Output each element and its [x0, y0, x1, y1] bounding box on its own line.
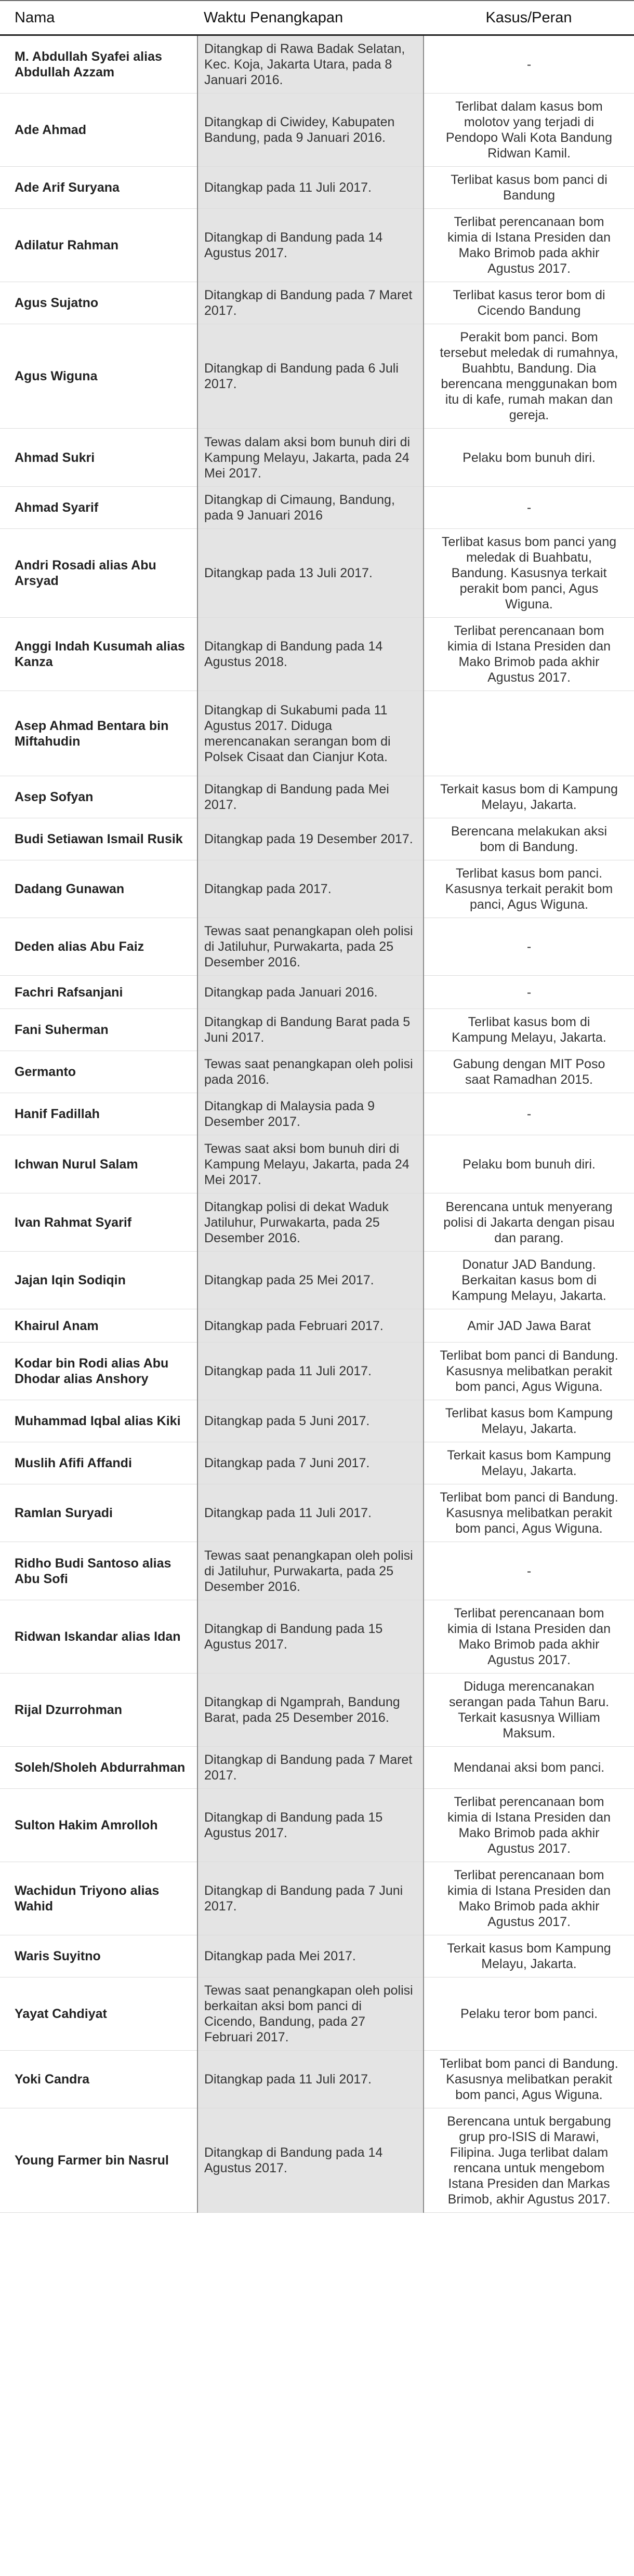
- table-row: [0, 1862, 634, 1935]
- cell-nama: Rijal Dzurrohman: [0, 1674, 197, 1747]
- cell-waktu: Ditangkap pada Mei 2017.: [197, 1935, 424, 1977]
- cell-waktu: Ditangkap di Ciwidey, Kabupaten Bandung, pada 9 Januari 2016.: [197, 94, 424, 167]
- table-row: [0, 860, 634, 918]
- cell-nama: Sulton Hakim Amrolloh: [0, 1789, 197, 1862]
- cell-kasus: -: [424, 487, 634, 529]
- cell-kasus: -: [424, 976, 634, 1009]
- table-row: [0, 429, 634, 487]
- table-row: [0, 1135, 634, 1193]
- cell-nama: Soleh/Sholeh Abdurrahman: [0, 1747, 197, 1789]
- column-header-nama: Nama: [0, 1, 197, 35]
- cell-nama: Deden alias Abu Faiz: [0, 918, 197, 976]
- cell-kasus: Terlibat perencanaan bom kimia di Istana Presiden dan Mako Brimob pada akhir Agustus 2017.: [424, 209, 634, 282]
- table-row: [0, 1400, 634, 1442]
- cell-kasus: Terkait kasus bom Kampung Melayu, Jakarta.: [424, 1935, 634, 1977]
- cell-kasus: Terkait kasus bom Kampung Melayu, Jakarta.: [424, 1442, 634, 1484]
- cell-kasus: Terlibat kasus bom panci yang meledak di Buahbatu, Bandung. Kasusnya terkait perakit bom panci, Agus Wiguna.: [424, 529, 634, 618]
- cell-kasus: Pelaku bom bunuh diri.: [424, 429, 634, 487]
- table-row: [0, 1977, 634, 2051]
- cell-nama: Agus Wiguna: [0, 324, 197, 429]
- cell-waktu: Ditangkap di Bandung pada 7 Juni 2017.: [197, 1862, 424, 1935]
- table-row: [0, 94, 634, 167]
- table-row: [0, 529, 634, 618]
- cell-nama: Khairul Anam: [0, 1309, 197, 1343]
- cell-nama: Young Farmer bin Nasrul: [0, 2108, 197, 2213]
- cell-waktu: Ditangkap di Bandung pada 14 Agustus 2017.: [197, 2108, 424, 2213]
- cell-kasus: Terlibat kasus bom panci di Bandung: [424, 167, 634, 209]
- cell-nama: Anggi Indah Kusumah alias Kanza: [0, 618, 197, 691]
- cell-kasus: -: [424, 35, 634, 94]
- cell-kasus: Gabung dengan MIT Poso saat Ramadhan 2015.: [424, 1051, 634, 1093]
- cell-waktu: Ditangkap pada 19 Desember 2017.: [197, 818, 424, 860]
- cell-waktu: Tewas saat penangkapan oleh polisi berkaitan aksi bom panci di Cicendo, Bandung, pada 27 Februari 2017.: [197, 1977, 424, 2051]
- cell-waktu: Ditangkap pada 11 Juli 2017.: [197, 1343, 424, 1400]
- cell-waktu: Ditangkap di Cimaung, Bandung, pada 9 Januari 2016: [197, 487, 424, 529]
- cell-waktu: Tewas saat penangkapan oleh polisi di Jatiluhur, Purwakarta, pada 25 Desember 2016.: [197, 1542, 424, 1600]
- cell-kasus: Diduga merencanakan serangan pada Tahun Baru. Terkait kasusnya William Maksum.: [424, 1674, 634, 1747]
- cell-kasus: -: [424, 1093, 634, 1135]
- cell-waktu: Ditangkap pada 7 Juni 2017.: [197, 1442, 424, 1484]
- cell-nama: Ichwan Nurul Salam: [0, 1135, 197, 1193]
- table-row: [0, 2108, 634, 2213]
- cell-waktu: Ditangkap di Bandung pada 15 Agustus 2017.: [197, 1600, 424, 1674]
- cell-kasus: Donatur JAD Bandung. Berkaitan kasus bom di Kampung Melayu, Jakarta.: [424, 1252, 634, 1309]
- table-row: [0, 1193, 634, 1252]
- cell-waktu: Ditangkap di Bandung pada 14 Agustus 2017.: [197, 209, 424, 282]
- cell-kasus: Terlibat bom panci di Bandung. Kasusnya melibatkan perakit bom panci, Agus Wiguna.: [424, 1343, 634, 1400]
- cell-nama: Germanto: [0, 1051, 197, 1093]
- table-row: [0, 35, 634, 94]
- cell-nama: Andri Rosadi alias Abu Arsyad: [0, 529, 197, 618]
- cell-waktu: Ditangkap pada 2017.: [197, 860, 424, 918]
- cell-waktu: Ditangkap di Bandung pada 7 Maret 2017.: [197, 1747, 424, 1789]
- cell-nama: Kodar bin Rodi alias Abu Dhodar alias Anshory: [0, 1343, 197, 1400]
- table-row: [0, 976, 634, 1009]
- cell-kasus: Terlibat kasus bom panci. Kasusnya terkait perakit bom panci, Agus Wiguna.: [424, 860, 634, 918]
- cell-waktu: Ditangkap pada 11 Juli 2017.: [197, 1484, 424, 1542]
- table-row: [0, 1009, 634, 1051]
- table-row: [0, 1935, 634, 1977]
- cell-waktu: Ditangkap di Bandung pada 7 Maret 2017.: [197, 282, 424, 324]
- table-row: [0, 1093, 634, 1135]
- cell-waktu: Ditangkap di Bandung pada 15 Agustus 2017.: [197, 1789, 424, 1862]
- table-row: [0, 776, 634, 818]
- cell-nama: Budi Setiawan Ismail Rusik: [0, 818, 197, 860]
- cell-kasus: Terlibat kasus bom Kampung Melayu, Jakarta.: [424, 1400, 634, 1442]
- cell-waktu: Ditangkap di Bandung pada 14 Agustus 2018.: [197, 618, 424, 691]
- table-row: [0, 1442, 634, 1484]
- cell-kasus: -: [424, 1542, 634, 1600]
- cell-kasus: Terlibat perencanaan bom kimia di Istana Presiden dan Mako Brimob pada akhir Agustus 2017.: [424, 618, 634, 691]
- cell-nama: Muhammad Iqbal alias Kiki: [0, 1400, 197, 1442]
- table-row: [0, 1309, 634, 1343]
- cell-waktu: Tewas saat penangkapan oleh polisi di Jatiluhur, Purwakarta, pada 25 Desember 2016.: [197, 918, 424, 976]
- cell-waktu: Ditangkap di Sukabumi pada 11 Agustus 2017. Diduga merencanakan serangan bom di Polsek Cisaat dan Cianjur Kota.: [197, 691, 424, 776]
- cell-nama: Fachri Rafsanjani: [0, 976, 197, 1009]
- cell-nama: Fani Suherman: [0, 1009, 197, 1051]
- table-row: [0, 1747, 634, 1789]
- cell-waktu: Ditangkap di Bandung Barat pada 5 Juni 2017.: [197, 1009, 424, 1051]
- cell-nama: Yayat Cahdiyat: [0, 1977, 197, 2051]
- cell-nama: Waris Suyitno: [0, 1935, 197, 1977]
- cell-kasus: Terkait kasus bom di Kampung Melayu, Jakarta.: [424, 776, 634, 818]
- table-row: [0, 1674, 634, 1747]
- cell-kasus: Berencana melakukan aksi bom di Bandung.: [424, 818, 634, 860]
- cell-waktu: Ditangkap pada 11 Juli 2017.: [197, 167, 424, 209]
- cell-kasus: Amir JAD Jawa Barat: [424, 1309, 634, 1343]
- table-row: [0, 167, 634, 209]
- cell-nama: Ahmad Sukri: [0, 429, 197, 487]
- cell-kasus: -: [424, 918, 634, 976]
- cell-nama: Hanif Fadillah: [0, 1093, 197, 1135]
- table-row: [0, 618, 634, 691]
- cell-nama: Adilatur Rahman: [0, 209, 197, 282]
- cell-nama: Asep Sofyan: [0, 776, 197, 818]
- table-row: [0, 1051, 634, 1093]
- cell-nama: Dadang Gunawan: [0, 860, 197, 918]
- table-row: [0, 1252, 634, 1309]
- cell-kasus: Terlibat perencanaan bom kimia di Istana Presiden dan Mako Brimob pada akhir Agustus 2017.: [424, 1600, 634, 1674]
- table-row: [0, 1542, 634, 1600]
- cell-waktu: Ditangkap di Rawa Badak Selatan, Kec. Koja, Jakarta Utara, pada 8 Januari 2016.: [197, 35, 424, 94]
- table-row: [0, 1343, 634, 1400]
- table-row: [0, 818, 634, 860]
- table-row: [0, 2051, 634, 2108]
- cell-nama: Asep Ahmad Bentara bin Miftahudin: [0, 691, 197, 776]
- cell-waktu: Ditangkap pada 25 Mei 2017.: [197, 1252, 424, 1309]
- cell-nama: Ahmad Syarif: [0, 487, 197, 529]
- cell-kasus: Mendanai aksi bom panci.: [424, 1747, 634, 1789]
- cell-waktu: Ditangkap pada 11 Juli 2017.: [197, 2051, 424, 2108]
- table-row: [0, 1789, 634, 1862]
- cell-kasus: Terlibat perencanaan bom kimia di Istana Presiden dan Mako Brimob pada akhir Agustus 2017.: [424, 1862, 634, 1935]
- cell-kasus: [424, 691, 634, 776]
- cell-kasus: Terlibat bom panci di Bandung. Kasusnya melibatkan perakit bom panci, Agus Wiguna.: [424, 1484, 634, 1542]
- cell-waktu: Ditangkap pada Januari 2016.: [197, 976, 424, 1009]
- table-row: [0, 1484, 634, 1542]
- cell-waktu: Tewas dalam aksi bom bunuh diri di Kampung Melayu, Jakarta, pada 24 Mei 2017.: [197, 429, 424, 487]
- table-row: [0, 487, 634, 529]
- table-body: [0, 35, 634, 2213]
- table-row: [0, 1600, 634, 1674]
- cell-nama: Ridho Budi Santoso alias Abu Sofi: [0, 1542, 197, 1600]
- column-header-kasus: Kasus/Peran: [424, 1, 634, 35]
- cell-nama: Ade Arif Suryana: [0, 167, 197, 209]
- table-row: [0, 324, 634, 429]
- cell-kasus: Berencana untuk menyerang polisi di Jakarta dengan pisau dan parang.: [424, 1193, 634, 1252]
- cell-waktu: Ditangkap pada 13 Juli 2017.: [197, 529, 424, 618]
- cell-kasus: Pelaku bom bunuh diri.: [424, 1135, 634, 1193]
- table-row: [0, 209, 634, 282]
- cell-waktu: Tewas saat aksi bom bunuh diri di Kampung Melayu, Jakarta, pada 24 Mei 2017.: [197, 1135, 424, 1193]
- cell-nama: Agus Sujatno: [0, 282, 197, 324]
- table-row: [0, 282, 634, 324]
- cell-waktu: Ditangkap di Malaysia pada 9 Desember 2017.: [197, 1093, 424, 1135]
- cell-nama: Ivan Rahmat Syarif: [0, 1193, 197, 1252]
- cell-nama: M. Abdullah Syafei alias Abdullah Azzam: [0, 35, 197, 94]
- cell-nama: Jajan Iqin Sodiqin: [0, 1252, 197, 1309]
- cell-kasus: Berencana untuk bergabung grup pro-ISIS di Marawi, Filipina. Juga terlibat dalam rencana untuk mengebom Istana Presiden dan Markas Brimob, akhir Agustus 2017.: [424, 2108, 634, 2213]
- table-row: [0, 918, 634, 976]
- cell-waktu: Ditangkap di Ngamprah, Bandung Barat, pada 25 Desember 2016.: [197, 1674, 424, 1747]
- cell-waktu: Ditangkap di Bandung pada 6 Juli 2017.: [197, 324, 424, 429]
- column-header-waktu: Waktu Penangkapan: [197, 1, 424, 35]
- cell-waktu: Ditangkap polisi di dekat Waduk Jatiluhur, Purwakarta, pada 25 Desember 2016.: [197, 1193, 424, 1252]
- cell-nama: Yoki Candra: [0, 2051, 197, 2108]
- cell-nama: Ade Ahmad: [0, 94, 197, 167]
- cell-waktu: Ditangkap di Bandung pada Mei 2017.: [197, 776, 424, 818]
- cell-kasus: Perakit bom panci. Bom tersebut meledak di rumahnya, Buahbtu, Bandung. Dia berencana menggunakan bom itu di kafe, rumah makan dan gereja.: [424, 324, 634, 429]
- table-header: [0, 1, 634, 35]
- cell-waktu: Ditangkap pada 5 Juni 2017.: [197, 1400, 424, 1442]
- cell-kasus: Terlibat kasus bom di Kampung Melayu, Jakarta.: [424, 1009, 634, 1051]
- table-row: [0, 691, 634, 776]
- cell-kasus: Pelaku teror bom panci.: [424, 1977, 634, 2051]
- cell-kasus: Terlibat bom panci di Bandung. Kasusnya melibatkan perakit bom panci, Agus Wiguna.: [424, 2051, 634, 2108]
- cell-kasus: Terlibat perencanaan bom kimia di Istana Presiden dan Mako Brimob pada akhir Agustus 2017.: [424, 1789, 634, 1862]
- cell-nama: Wachidun Triyono alias Wahid: [0, 1862, 197, 1935]
- cell-nama: Muslih Afifi Affandi: [0, 1442, 197, 1484]
- cell-nama: Ridwan Iskandar alias Idan: [0, 1600, 197, 1674]
- cell-kasus: Terlibat kasus teror bom di Cicendo Bandung: [424, 282, 634, 324]
- header-row: [0, 1, 634, 35]
- cell-nama: Ramlan Suryadi: [0, 1484, 197, 1542]
- cell-waktu: Ditangkap pada Februari 2017.: [197, 1309, 424, 1343]
- cell-kasus: Terlibat dalam kasus bom molotov yang terjadi di Pendopo Wali Kota Bandung Ridwan Kamil.: [424, 94, 634, 167]
- cell-waktu: Tewas saat penangkapan oleh polisi pada 2016.: [197, 1051, 424, 1093]
